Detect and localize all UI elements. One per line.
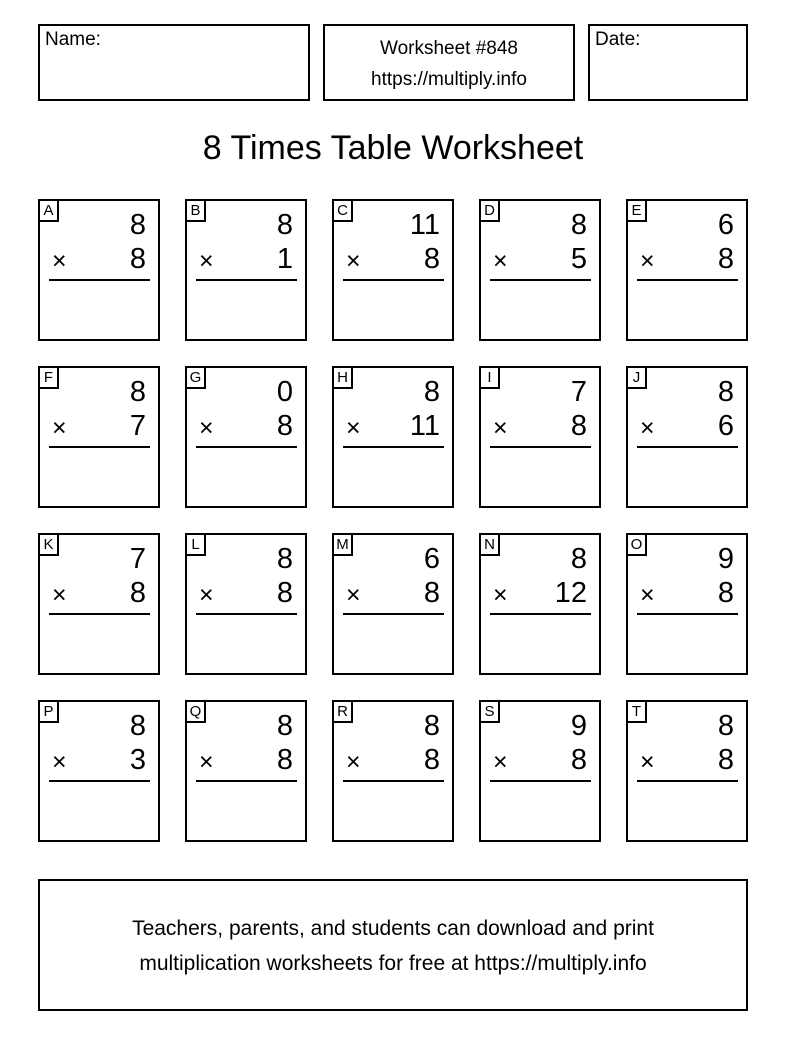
answer-line (343, 446, 444, 448)
footer-box (38, 879, 748, 1011)
multiplicand: 6 (717, 209, 734, 241)
problem-h[interactable] (332, 366, 454, 508)
multiplicand: 8 (570, 209, 587, 241)
multiplier: 11 (409, 410, 440, 442)
multiplier: 8 (570, 410, 587, 442)
times-sign: × (493, 247, 508, 275)
problem-g[interactable] (185, 366, 307, 508)
problem-letter: M (332, 533, 353, 556)
multiplier: 8 (129, 243, 146, 275)
times-sign: × (640, 581, 655, 609)
problem-o[interactable] (626, 533, 748, 675)
problem-l[interactable] (185, 533, 307, 675)
multiplicand: 8 (423, 376, 440, 408)
answer-line (343, 279, 444, 281)
problem-letter: A (38, 199, 59, 222)
date-label: Date: (595, 29, 641, 50)
times-sign: × (199, 748, 214, 776)
times-sign: × (346, 581, 361, 609)
problem-letter: S (479, 700, 500, 723)
multiplier: 12 (554, 577, 587, 609)
times-sign: × (52, 748, 67, 776)
problem-letter: T (626, 700, 647, 723)
multiplier: 8 (276, 577, 293, 609)
answer-line (49, 279, 150, 281)
multiplier: 8 (276, 744, 293, 776)
problem-n[interactable] (479, 533, 601, 675)
times-sign: × (493, 581, 508, 609)
times-sign: × (199, 414, 214, 442)
multiplicand: 8 (276, 209, 293, 241)
problem-e[interactable] (626, 199, 748, 341)
times-sign: × (52, 247, 67, 275)
multiplier: 8 (129, 577, 146, 609)
problem-q[interactable] (185, 700, 307, 842)
answer-line (490, 613, 591, 615)
multiplier: 5 (570, 243, 587, 275)
name-label: Name: (45, 29, 101, 50)
multiplier: 3 (129, 744, 146, 776)
multiplicand: 8 (570, 543, 587, 575)
problem-letter: N (479, 533, 500, 556)
problem-r[interactable] (332, 700, 454, 842)
problem-letter: R (332, 700, 353, 723)
problem-letter: I (479, 366, 500, 389)
multiplicand: 7 (129, 543, 146, 575)
times-sign: × (640, 748, 655, 776)
multiplicand: 8 (717, 376, 734, 408)
times-sign: × (52, 414, 67, 442)
name-field[interactable] (38, 24, 310, 101)
times-sign: × (346, 247, 361, 275)
worksheet-id: Worksheet #848 (379, 38, 518, 59)
multiplicand: 11 (409, 209, 440, 241)
problem-letter: B (185, 199, 206, 222)
answer-line (49, 780, 150, 782)
multiplicand: 8 (129, 209, 146, 241)
times-sign: × (640, 247, 655, 275)
multiplier: 8 (570, 744, 587, 776)
problem-letter: K (38, 533, 59, 556)
multiplier: 1 (276, 243, 293, 275)
answer-line (490, 279, 591, 281)
problem-letter: G (185, 366, 206, 389)
problem-letter: D (479, 199, 500, 222)
multiplier: 8 (276, 410, 293, 442)
answer-line (49, 446, 150, 448)
times-sign: × (199, 247, 214, 275)
multiplicand: 8 (276, 543, 293, 575)
answer-line (637, 446, 738, 448)
problem-letter: Q (185, 700, 206, 723)
answer-line (490, 780, 591, 782)
times-sign: × (493, 748, 508, 776)
answer-line (343, 613, 444, 615)
multiplier: 8 (717, 577, 734, 609)
problem-letter: P (38, 700, 59, 723)
footer-line-2: multiplication worksheets for free at https://multiply.info (139, 952, 647, 975)
problem-b[interactable] (185, 199, 307, 341)
multiplicand: 8 (129, 710, 146, 742)
problem-i[interactable] (479, 366, 601, 508)
times-sign: × (52, 581, 67, 609)
worksheet-url: https://multiply.info (371, 69, 527, 90)
answer-line (196, 613, 297, 615)
problem-t[interactable] (626, 700, 748, 842)
problem-letter: L (185, 533, 206, 556)
problem-p[interactable] (38, 700, 160, 842)
multiplier: 8 (717, 744, 734, 776)
multiplicand: 9 (570, 710, 587, 742)
multiplicand: 7 (570, 376, 587, 408)
answer-line (343, 780, 444, 782)
answer-line (637, 279, 738, 281)
multiplier: 7 (129, 410, 146, 442)
problem-letter: E (626, 199, 647, 222)
multiplicand: 8 (276, 710, 293, 742)
multiplicand: 6 (423, 543, 440, 575)
times-sign: × (199, 581, 214, 609)
answer-line (196, 446, 297, 448)
problem-a[interactable] (38, 199, 160, 341)
answer-line (637, 613, 738, 615)
answer-line (196, 279, 297, 281)
footer-line-1: Teachers, parents, and students can download and print (132, 917, 654, 940)
multiplier: 8 (423, 744, 440, 776)
times-sign: × (346, 748, 361, 776)
multiplier: 6 (717, 410, 734, 442)
problem-letter: H (332, 366, 353, 389)
problem-f[interactable] (38, 366, 160, 508)
problem-j[interactable] (626, 366, 748, 508)
answer-line (490, 446, 591, 448)
problem-c[interactable] (332, 199, 454, 341)
problem-m[interactable] (332, 533, 454, 675)
multiplier: 8 (717, 243, 734, 275)
worksheet-info-box (323, 24, 575, 101)
multiplicand: 9 (717, 543, 734, 575)
problem-d[interactable] (479, 199, 601, 341)
problem-s[interactable] (479, 700, 601, 842)
problem-letter: F (38, 366, 59, 389)
multiplier: 8 (423, 577, 440, 609)
multiplicand: 8 (129, 376, 146, 408)
problem-letter: J (626, 366, 647, 389)
times-sign: × (493, 414, 508, 442)
multiplicand: 8 (423, 710, 440, 742)
answer-line (49, 613, 150, 615)
problem-letter: O (626, 533, 647, 556)
multiplier: 8 (423, 243, 440, 275)
problem-letter: C (332, 199, 353, 222)
date-field[interactable] (588, 24, 748, 101)
times-sign: × (640, 414, 655, 442)
answer-line (637, 780, 738, 782)
page-title: 8 Times Table Worksheet (202, 129, 584, 167)
problem-k[interactable] (38, 533, 160, 675)
answer-line (196, 780, 297, 782)
times-sign: × (346, 414, 361, 442)
multiplicand: 8 (717, 710, 734, 742)
multiplicand: 0 (276, 376, 293, 408)
